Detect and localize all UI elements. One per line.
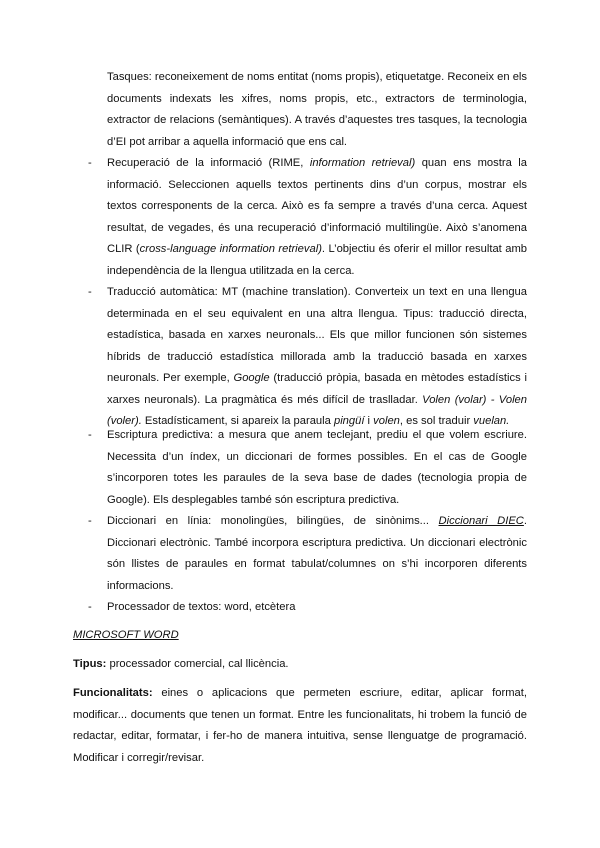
intro-paragraph: Tasques: reconeixement de noms entitat (noms propis), etiquetatge. Reconeix en els documents indexats les xifres, noms propis, etc., extractors de terminologia, extractor de relacions (semàntiques). A través d’aquestes tres tasques, la tecnologia d’EI pot arribar a aquella informació que ens cal. xyxy=(107,71,527,148)
bullet-rime: Recuperació de la informació (RIME, information retrieval) quan ens mostra la informació. Seleccionen aquells textos pertinents dins d’un corpus, mostrar els textos corresponents de la cerca. Això es fa sempre a través d’una cerca. Aquest resultat, de vegades, és una recuperació d’informació multilingüe. Això s’anomena CLIR (cross-language information retrieval). L’objectiu és oferir el millor resultat amb independència de la llengua utilitzada en la cerca. xyxy=(107,157,527,277)
bullet-dash: - xyxy=(88,601,92,613)
funcionalitats-paragraph: Funcionalitats: eines o aplicacions que permeten escriure, editar, aplicar format, modificar... documents que tenen un format. Entre les funcionalitats, hi trobem la funció de redactar, editar, formatar, i fer-ho de manera intuitiva, sense llenguatge de programació. Modificar i corregir/revisar. xyxy=(73,687,527,764)
tipus-paragraph: Tipus: processador comercial, cal llicència. xyxy=(73,658,289,670)
bullet-word-processor: Processador de textos: word, etcètera xyxy=(107,601,296,613)
bullet-dash: - xyxy=(88,157,92,169)
section-heading: MICROSOFT WORD xyxy=(73,629,179,641)
bullet-dash: - xyxy=(88,429,92,441)
bullet-mt: Traducció automàtica: MT (machine translation). Converteix un text en una llengua determinada en el seu equivalent en una altra llengua. Tipus: traducció directa, estadística, basada en xarxes neuronals... Els que millor funcionen són sistemes híbrids de traducció estadística millorada amb la traducció basada en xarxes neuronals. Per exemple, Google (traducció pròpia, basada en mètodes estadístics i xarxes neuronals). La pragmàtica és més difícil de traslladar. Volen (volar) - Volen (voler). Estadísticament, si apareix la paraula pingüí i volen, es sol traduir vuelan. xyxy=(107,286,527,427)
bullet-dash: - xyxy=(88,515,92,527)
bullet-dictionary: Diccionari en línia: monolingües, bilingües, de sinònims... Diccionari DIEC. Diccionari electrònic. També incorpora escriptura predictiva. Un diccionari electrònic són llistes de paraules en format tabulat/columnes on s’hi incorporen diferents informacions. xyxy=(107,515,527,592)
bullet-dash: - xyxy=(88,286,92,298)
bullet-predictive: Escriptura predictiva: a mesura que anem teclejant, prediu el que volem escriure. Necessita d’un índex, un diccionari de formes possibles. En el cas de Google s’incorporen totes les paraules de la seva base de dades (tecnologia propia de Google). Els desplegables també són escriptura predictiva. xyxy=(107,429,527,506)
diec-link[interactable]: Diccionari DIEC xyxy=(438,515,524,527)
